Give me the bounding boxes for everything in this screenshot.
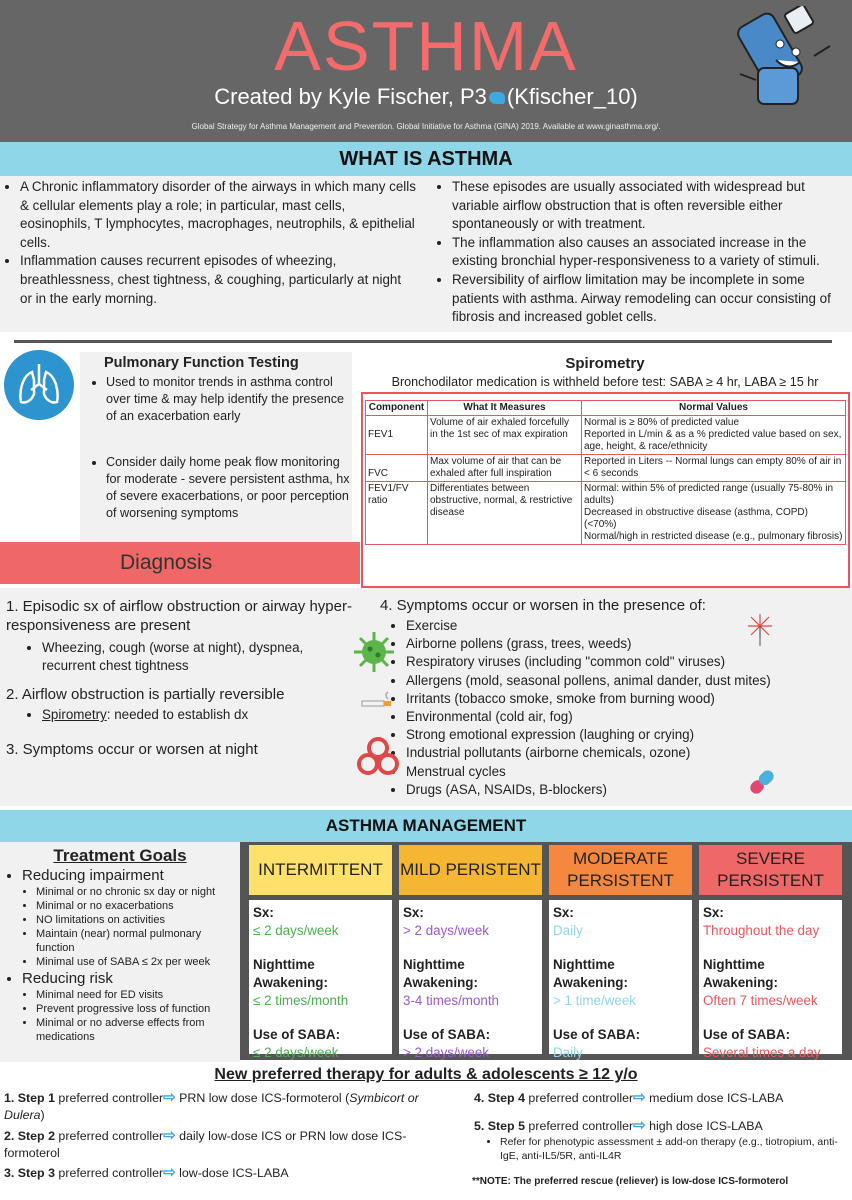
lungs-icon xyxy=(4,350,74,420)
therapy-step xyxy=(4,1089,444,1124)
therapy-step xyxy=(474,1089,844,1107)
rescue-note: **NOTE: The preferred rescue (reliever) is low-dose ICS-formoterol xyxy=(472,1176,789,1187)
table-header-row xyxy=(366,401,846,416)
severity-card xyxy=(399,900,542,1060)
goal-item: • NO limitations on activities xyxy=(36,913,238,927)
arrow-right-icon: ⇨ xyxy=(633,1117,646,1134)
spirometry-table xyxy=(365,400,846,545)
spirometry-subtitle: Bronchodilator medication is withheld before test: SABA ≥ 4 hr, LABA ≥ 15 hr xyxy=(391,375,819,389)
goal-item: • Minimal use of SABA ≤ 2x per week xyxy=(36,955,238,969)
criterion-4: 4. Symptoms occur or worsen in the presence of: xyxy=(380,597,706,614)
step-result: medium dose ICS-LABA xyxy=(649,1091,784,1105)
inhaler-mascot-icon xyxy=(730,6,840,116)
goal-item: • Minimal or no exacerbations xyxy=(36,899,238,913)
what-is-asthma-heading: WHAT IS ASTHMA xyxy=(0,142,852,176)
table-cell: FVC xyxy=(366,455,428,482)
step-number: 3. Step 3 xyxy=(4,1166,55,1180)
column-header: Component xyxy=(366,401,428,416)
criterion-2: 2. Airflow obstruction is partially reversible xyxy=(6,686,285,703)
table-cell: Reported in Liters -- Normal lungs can empty 80% of air in < 6 seconds xyxy=(582,455,846,482)
arrow-right-icon: ⇨ xyxy=(633,1089,646,1106)
night-value: > 1 time/week xyxy=(553,993,636,1008)
saba-value: Daily xyxy=(553,1045,583,1060)
trigger-item: • Menstrual cycles xyxy=(406,763,820,781)
biohazard-icon xyxy=(354,734,402,780)
cigarette-icon xyxy=(360,690,394,710)
severity-header-mild: MILD PERISTENT xyxy=(399,845,542,895)
step-close: ) xyxy=(40,1108,45,1122)
criterion-2-detail xyxy=(42,706,356,724)
sx-label: Sx: xyxy=(553,905,574,920)
step-controller: preferred controller xyxy=(58,1129,164,1143)
saba-label: Use of SABA: xyxy=(253,1027,341,1042)
night-value: ≤ 2 times/month xyxy=(253,993,349,1008)
severity-card xyxy=(249,900,392,1060)
therapy-step xyxy=(474,1117,844,1135)
what-item: • These episodes are usually associated with widespread but variable airflow obstruction that is often reversible either spontaneously or with treatment. xyxy=(452,178,848,234)
pill-capsule-icon xyxy=(744,764,780,800)
page-title: ASTHMA xyxy=(274,7,578,85)
severity-header-moderate: MODERATE PERSISTENT xyxy=(549,845,692,895)
table-cell: Max volume of air that can be exhaled after full inspiration xyxy=(428,455,582,482)
table-row xyxy=(366,455,846,482)
sx-value: Throughout the day xyxy=(703,923,820,938)
step-number: 5. Step 5 xyxy=(474,1119,525,1133)
arrow-right-icon: ⇨ xyxy=(163,1127,176,1144)
management-heading: ASTHMA MANAGEMENT xyxy=(0,810,852,842)
criterion-3: 3. Symptoms occur or worsen at night xyxy=(6,741,258,758)
what-item: • The inflammation also causes an associated increase in the existing bronchial hyper-responsiveness to a variety of stimuli. xyxy=(452,234,848,271)
sx-label: Sx: xyxy=(703,905,724,920)
trigger-item: • Environmental (cold air, fog) xyxy=(406,708,820,726)
sx-value: > 2 days/week xyxy=(403,923,489,938)
what-item: • A Chronic inflammatory disorder of the airways in which many cells & cellular elements play a role; in particular, mast cells, eosinophils, T lymphocytes, macrophages, neutrophils, & epithelial cells. xyxy=(20,178,416,252)
trigger-item: • Airborne pollens (grass, trees, weeds) xyxy=(406,635,820,653)
table-cell: Volume of air exhaled forcefully in the 1st sec of max expiration xyxy=(428,416,582,455)
section-divider xyxy=(14,340,832,343)
step-number: 4. Step 4 xyxy=(474,1091,525,1105)
goal-item: • Prevent progressive loss of function xyxy=(36,1002,238,1016)
trigger-item: • Industrial pollutants (airborne chemicals, ozone) xyxy=(406,744,820,762)
spirometry-link: Spirometry xyxy=(42,707,107,722)
table-cell: FEV1 xyxy=(366,416,428,455)
sx-value: ≤ 2 days/week xyxy=(253,923,339,938)
saba-label: Use of SABA: xyxy=(403,1027,491,1042)
pft-title: Pulmonary Function Testing xyxy=(104,355,299,371)
therapy-title: New preferred therapy for adults & adolescents ≥ 12 y/o xyxy=(214,1066,638,1083)
severity-card xyxy=(549,900,692,1060)
trigger-item: • Allergens (mold, seasonal pollens, animal dander, dust mites) xyxy=(406,672,820,690)
step-result: daily low-dose ICS or PRN low dose ICS-formoterol xyxy=(4,1129,407,1160)
trigger-item: • Exercise xyxy=(406,617,820,635)
twitter-bird-icon xyxy=(489,92,505,104)
night-value: 3-4 times/month xyxy=(403,993,500,1008)
night-label: Nighttime Awakening: xyxy=(703,957,778,990)
column-header: What It Measures xyxy=(428,401,582,416)
trigger-item: • Irritants (tobacco smoke, smoke from burning wood) xyxy=(406,690,820,708)
spirometry-title: Spirometry xyxy=(565,355,645,372)
pollen-spark-icon xyxy=(745,612,775,648)
criterion-1-detail: • Wheezing, cough (worse at night), dyspnea, recurrent chest tightness xyxy=(42,639,356,675)
step-result: high dose ICS-LABA xyxy=(649,1119,763,1133)
sx-value: Daily xyxy=(553,923,583,938)
table-cell: FEV1/FV ratio xyxy=(366,482,428,545)
table-row xyxy=(366,482,846,545)
saba-label: Use of SABA: xyxy=(703,1027,791,1042)
trigger-item: • Strong emotional expression (laughing or crying) xyxy=(406,726,820,744)
goal-item: • Minimal need for ED visits xyxy=(36,988,238,1002)
pft-item: • Consider daily home peak flow monitoring for moderate - severe persistent asthma, hx of severe exacerbations, or poor perception of worsening symptoms xyxy=(106,454,352,522)
goal-item: • Minimal or no adverse effects from medications xyxy=(36,1016,238,1044)
table-cell: Differentiates between obstructive, normal, & restrictive disease xyxy=(428,482,582,545)
sx-label: Sx: xyxy=(253,905,274,920)
saba-value: ≤ 2 days/week xyxy=(253,1045,339,1060)
therapy-step xyxy=(4,1127,444,1162)
sx-label: Sx: xyxy=(403,905,424,920)
saba-value: > 2 days/week xyxy=(403,1045,489,1060)
what-left-column xyxy=(4,178,416,308)
what-item: • Reversibility of airflow limitation may be incomplete in some patients with asthma. Airway remodeling can occur consisting of fibrosis and increased goblet cells. xyxy=(452,271,848,327)
severity-card xyxy=(699,900,842,1060)
night-label: Nighttime Awakening: xyxy=(553,957,628,990)
table-cell: Normal: within 5% of predicted range (usually 75-80% in adults) Decreased in obstructive disease (asthma, COPD) (<70%) Normal/high in restricted disease (e.g., pulmonary fibrosis) xyxy=(582,482,846,545)
step-number: 2. Step 2 xyxy=(4,1129,55,1143)
table-row xyxy=(366,416,846,455)
step5-detail-item: • Refer for phenotypic assessment ± add-on therapy (e.g., tiotropium, anti-IgE, anti-IL5/5R, anti-IL4R xyxy=(500,1135,842,1163)
severity-header-intermittent: INTERMITTENT xyxy=(249,845,392,895)
pft-list xyxy=(90,454,352,522)
goal-item: • Minimal or no chronic sx day or night xyxy=(36,885,238,899)
twitter-handle: (Kfischer_10) xyxy=(506,84,638,109)
pft-item: • Used to monitor trends in asthma control over time & may help identify the presence of an exacerbation early xyxy=(106,374,352,425)
step-controller: preferred controller xyxy=(58,1091,164,1105)
criterion-2-detail-text: : needed to establish dx xyxy=(106,707,249,722)
treatment-goals-title: Treatment Goals xyxy=(53,846,187,865)
diagnosis-heading: Diagnosis xyxy=(120,551,213,574)
step5-detail xyxy=(482,1135,842,1163)
step-controller: preferred controller xyxy=(528,1091,634,1105)
goal-heading: • Reducing risk xyxy=(22,969,238,988)
night-label: Nighttime Awakening: xyxy=(403,957,478,990)
arrow-right-icon: ⇨ xyxy=(163,1164,176,1181)
step-number: 1. Step 1 xyxy=(4,1091,55,1105)
criterion-1: 1. Episodic sx of airflow obstruction or airway hyper-responsiveness are present xyxy=(6,598,352,634)
step-controller: preferred controller xyxy=(528,1119,634,1133)
what-item: • Inflammation causes recurrent episodes of wheezing, breathlessness, chest tightness, & coughing, particularly at night or in the early morning. xyxy=(20,252,416,308)
night-label: Nighttime Awakening: xyxy=(253,957,328,990)
step-brand: Symbicort or Dulera xyxy=(4,1091,419,1122)
saba-label: Use of SABA: xyxy=(553,1027,641,1042)
trigger-item: • Respiratory viruses (including "common cold" viruses) xyxy=(406,653,820,671)
goal-item: • Maintain (near) normal pulmonary function xyxy=(36,927,238,955)
author-name: Created by Kyle Fischer, P3 xyxy=(214,84,487,109)
author-byline xyxy=(0,84,852,110)
pft-list xyxy=(90,374,352,425)
arrow-right-icon: ⇨ xyxy=(163,1089,176,1106)
what-right-column xyxy=(436,178,848,327)
table-cell: Normal is ≥ 80% of predicted value Reported in L/min & as a % predicted value based on sex, age, height, & race/ethnicity xyxy=(582,416,846,455)
spirometry-table-frame xyxy=(361,392,850,588)
saba-value: Several times a day xyxy=(703,1045,821,1060)
night-value: Often 7 times/week xyxy=(703,993,818,1008)
diagnosis-criteria-left xyxy=(6,597,356,759)
column-header: Normal Values xyxy=(582,401,846,416)
citation: Global Strategy for Asthma Management and Prevention. Global Initiative for Asthma (GINA) 2019. Available at www.ginasthma.org/. xyxy=(191,122,661,131)
therapy-step xyxy=(4,1164,444,1182)
trigger-item: • Drugs (ASA, NSAIDs, B-blockers) xyxy=(406,781,820,799)
severity-header-severe: SEVERE PERSISTENT xyxy=(699,845,842,895)
virus-icon xyxy=(350,628,398,676)
step-controller: preferred controller xyxy=(58,1166,164,1180)
step-result: PRN low dose ICS-formoterol ( xyxy=(179,1091,350,1105)
treatment-goals-list xyxy=(6,866,238,1044)
step-result: low-dose ICS-LABA xyxy=(179,1166,289,1180)
goal-heading: • Reducing impairment xyxy=(22,866,238,885)
